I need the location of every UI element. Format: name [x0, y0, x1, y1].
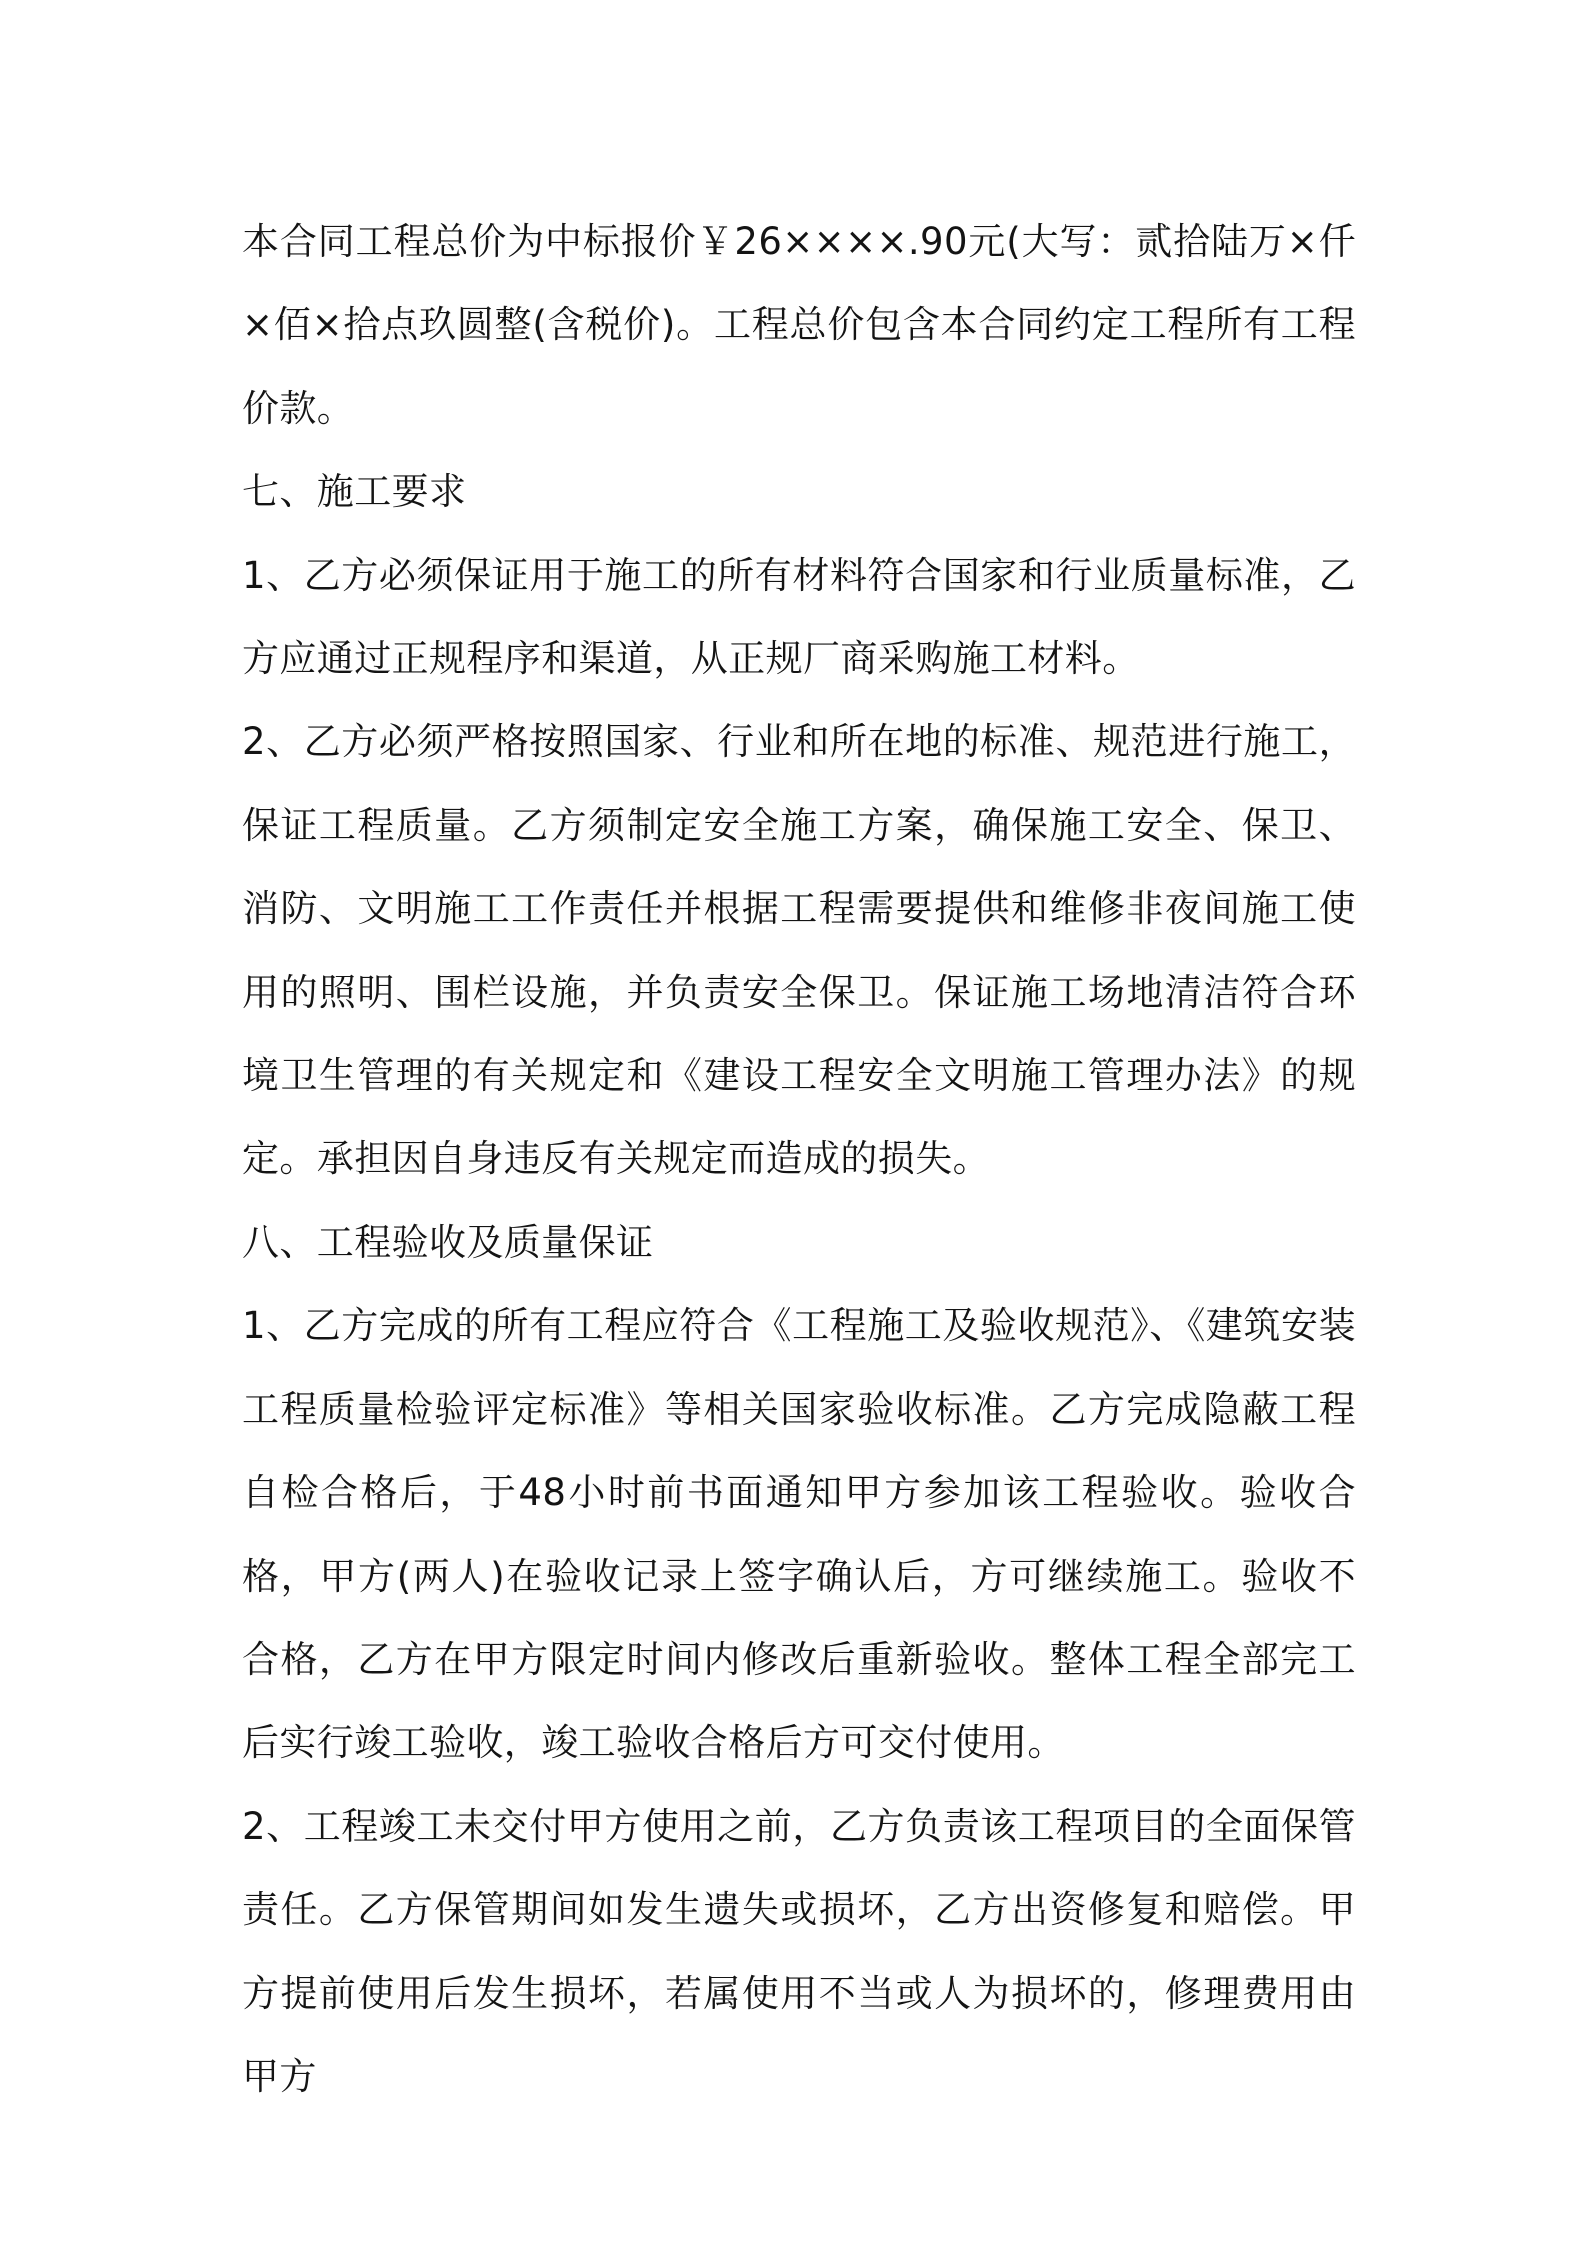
document-body [242, 200, 1356, 2118]
contract-price-paragraph: 本合同工程总价为中标报价￥26××××.90元(大写：贰拾陆万×仟×佰×拾点玖圆整(含税价)。工程总价包含本合同约定工程所有工程价款。 [242, 220, 1356, 430]
custody-responsibility-paragraph: 2、工程竣工未交付甲方使用之前，乙方负责该工程项目的全面保管责任。乙方保管期间如发生遗失或损坏，乙方出资修复和赔偿。甲方提前使用后发生损坏，若属使用不当或人为损坏的，修理费用由甲方 [242, 1804, 1356, 2098]
construction-standards-paragraph: 2、乙方必须严格按照国家、行业和所在地的标准、规范进行施工，保证工程质量。乙方须制定安全施工方案，确保施工安全、保卫、消防、文明施工工作责任并根据工程需要提供和维修非夜间施工使用的照明、围栏设施，并负责安全保卫。保证施工场地清洁符合环境卫生管理的有关规定和《建设工程安全文明施工管理办法》的规定。承担因自身违反有关规定而造成的损失。 [242, 720, 1356, 1181]
acceptance-standards-paragraph: 1、乙方完成的所有工程应符合《工程施工及验收规范》、《建筑安装工程质量检验评定标准》等相关国家验收标准。乙方完成隐蔽工程自检合格后，于48小时前书面通知甲方参加该工程验收。验收合格，甲方(两人)在验收记录上签字确认后，方可继续施工。验收不合格，乙方在甲方限定时间内修改后重新验收。整体工程全部完工后实行竣工验收，竣工验收合格后方可交付使用。 [242, 1304, 1356, 1765]
materials-requirement-paragraph: 1、乙方必须保证用于施工的所有材料符合国家和行业质量标准，乙方应通过正规程序和渠道，从正规厂商采购施工材料。 [242, 553, 1356, 681]
section-heading-construction-requirements: 七、施工要求 [242, 470, 467, 514]
section-heading-acceptance-quality: 八、工程验收及质量保证 [242, 1220, 654, 1264]
